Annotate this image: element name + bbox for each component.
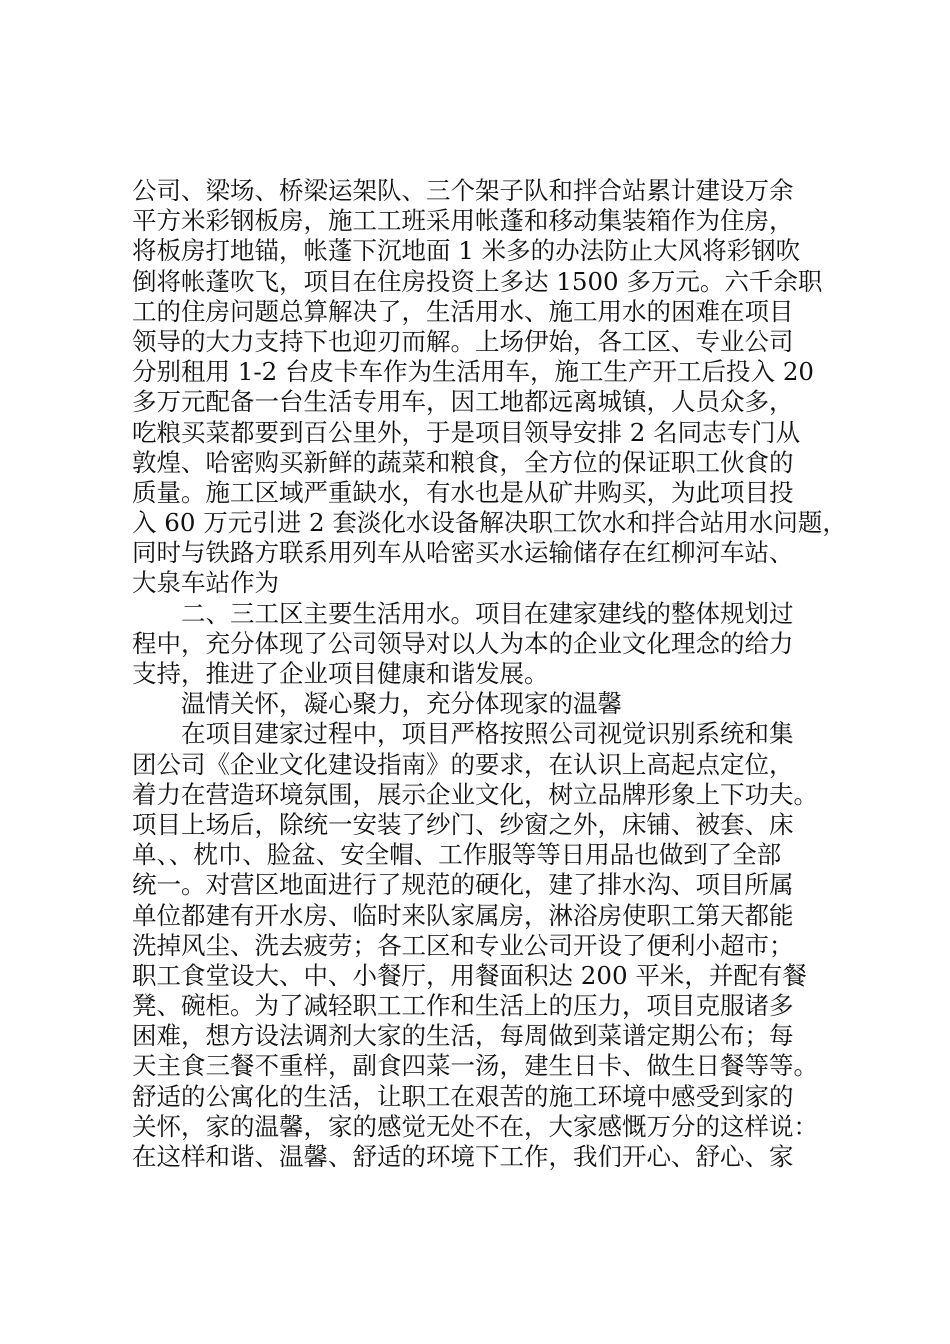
- text-line: 二、三工区主要生活用水。项目在建家建线的整体规划过: [181, 598, 794, 628]
- text-line: 温情关怀，凝心聚力，充分体现家的温馨: [181, 689, 622, 719]
- body-text: [132, 176, 852, 1172]
- text-line: 在项目建家过程中，项目严格按照公司视觉识别系统和集: [181, 719, 794, 749]
- text-line: 支持，推进了企业项目健康和谐发展。: [132, 659, 549, 688]
- text-line: 领导的大力支持下也迎刃而解。上场伊始，各工区、专业公司: [132, 326, 794, 356]
- text-line: 敦煌、哈密购买新鲜的蔬菜和粮食，全方位的保证职工伙食的: [132, 447, 794, 477]
- text-line: 洗掉风尘、洗去疲劳；各工区和专业公司开设了便利小超市；: [132, 930, 794, 960]
- text-line: 工的住房问题总算解决了，生活用水、施工用水的困难在项目: [132, 296, 794, 326]
- text-line: 关怀，家的温馨，家的感觉无处不在，大家感慨万分的这样说：: [132, 1111, 818, 1141]
- text-line: 入 60 万元引进 2 套淡化水设备解决职工饮水和拌合站用水问题，: [132, 508, 847, 538]
- text-line: 着力在营造环境氛围，展示企业文化，树立品牌形象上下功夫。: [132, 779, 818, 809]
- text-line: 天主食三餐不重样，副食四菜一汤，建生日卡、做生日餐等等。: [132, 1051, 818, 1081]
- text-line: 单位都建有开水房、临时来队家属房，淋浴房使职工第天都能: [132, 900, 794, 930]
- text-line: 凳、碗柜。为了减轻职工工作和生活上的压力，项目克服诸多: [132, 991, 794, 1021]
- text-line: 舒适的公寓化的生活，让职工在艰苦的施工环境中感受到家的: [132, 1081, 794, 1111]
- text-line: 将板房打地锚，帐蓬下沉地面 1 米多的办法防止大风将彩钢吹: [132, 236, 801, 266]
- text-line: 单、、枕巾、脸盆、安全帽、工作服等等日用品也做到了全部: [132, 840, 782, 870]
- text-line: 多万元配备一台生活专用车，因工地都远离城镇，人员众多，: [132, 387, 794, 417]
- text-line: 在这样和谐、温馨、舒适的环境下工作，我们开心、舒心、家: [132, 1142, 794, 1171]
- text-line: 同时与铁路方联系用列车从哈密买水运输储存在红柳河车站、: [132, 538, 794, 568]
- text-line: 倒将帐蓬吹飞，项目在住房投资上多达 1500 多万元。六千余职: [132, 266, 823, 296]
- text-line: 团公司《企业文化建设指南》的要求，在认识上高起点定位，: [132, 749, 794, 779]
- text-line: 大泉车站作为: [132, 568, 279, 598]
- text-line: 困难，想方设法调剂大家的生活，每周做到菜谱定期公布；每: [132, 1021, 794, 1051]
- text-line: 程中，充分体现了公司领导对以人为本的企业文化理念的给力: [132, 628, 794, 658]
- text-line: 公司、梁场、桥梁运架队、三个架子队和拌合站累计建设万余: [132, 176, 794, 205]
- text-line: 吃粮买菜都要到百公里外，于是项目领导安排 2 名同志专门从: [132, 417, 801, 447]
- text-line: 统一。对营区地面进行了规范的硬化，建了排水沟、项目所属: [132, 870, 794, 900]
- text-line: 分别租用 1-2 台皮卡车作为生活用车，施工生产开工后投入 20: [132, 357, 814, 387]
- text-line: 平方米彩钢板房，施工工班采用帐蓬和移动集装箱作为住房，: [132, 206, 794, 236]
- text-line: 项目上场后，除统一安装了纱门、纱窗之外，床铺、被套、床: [132, 809, 794, 839]
- text-line: 职工食堂设大、中、小餐厅，用餐面积达 200 平米，并配有餐: [132, 960, 807, 990]
- text-line: 质量。施工区域严重缺水，有水也是从矿井购买，为此项目投: [132, 477, 794, 507]
